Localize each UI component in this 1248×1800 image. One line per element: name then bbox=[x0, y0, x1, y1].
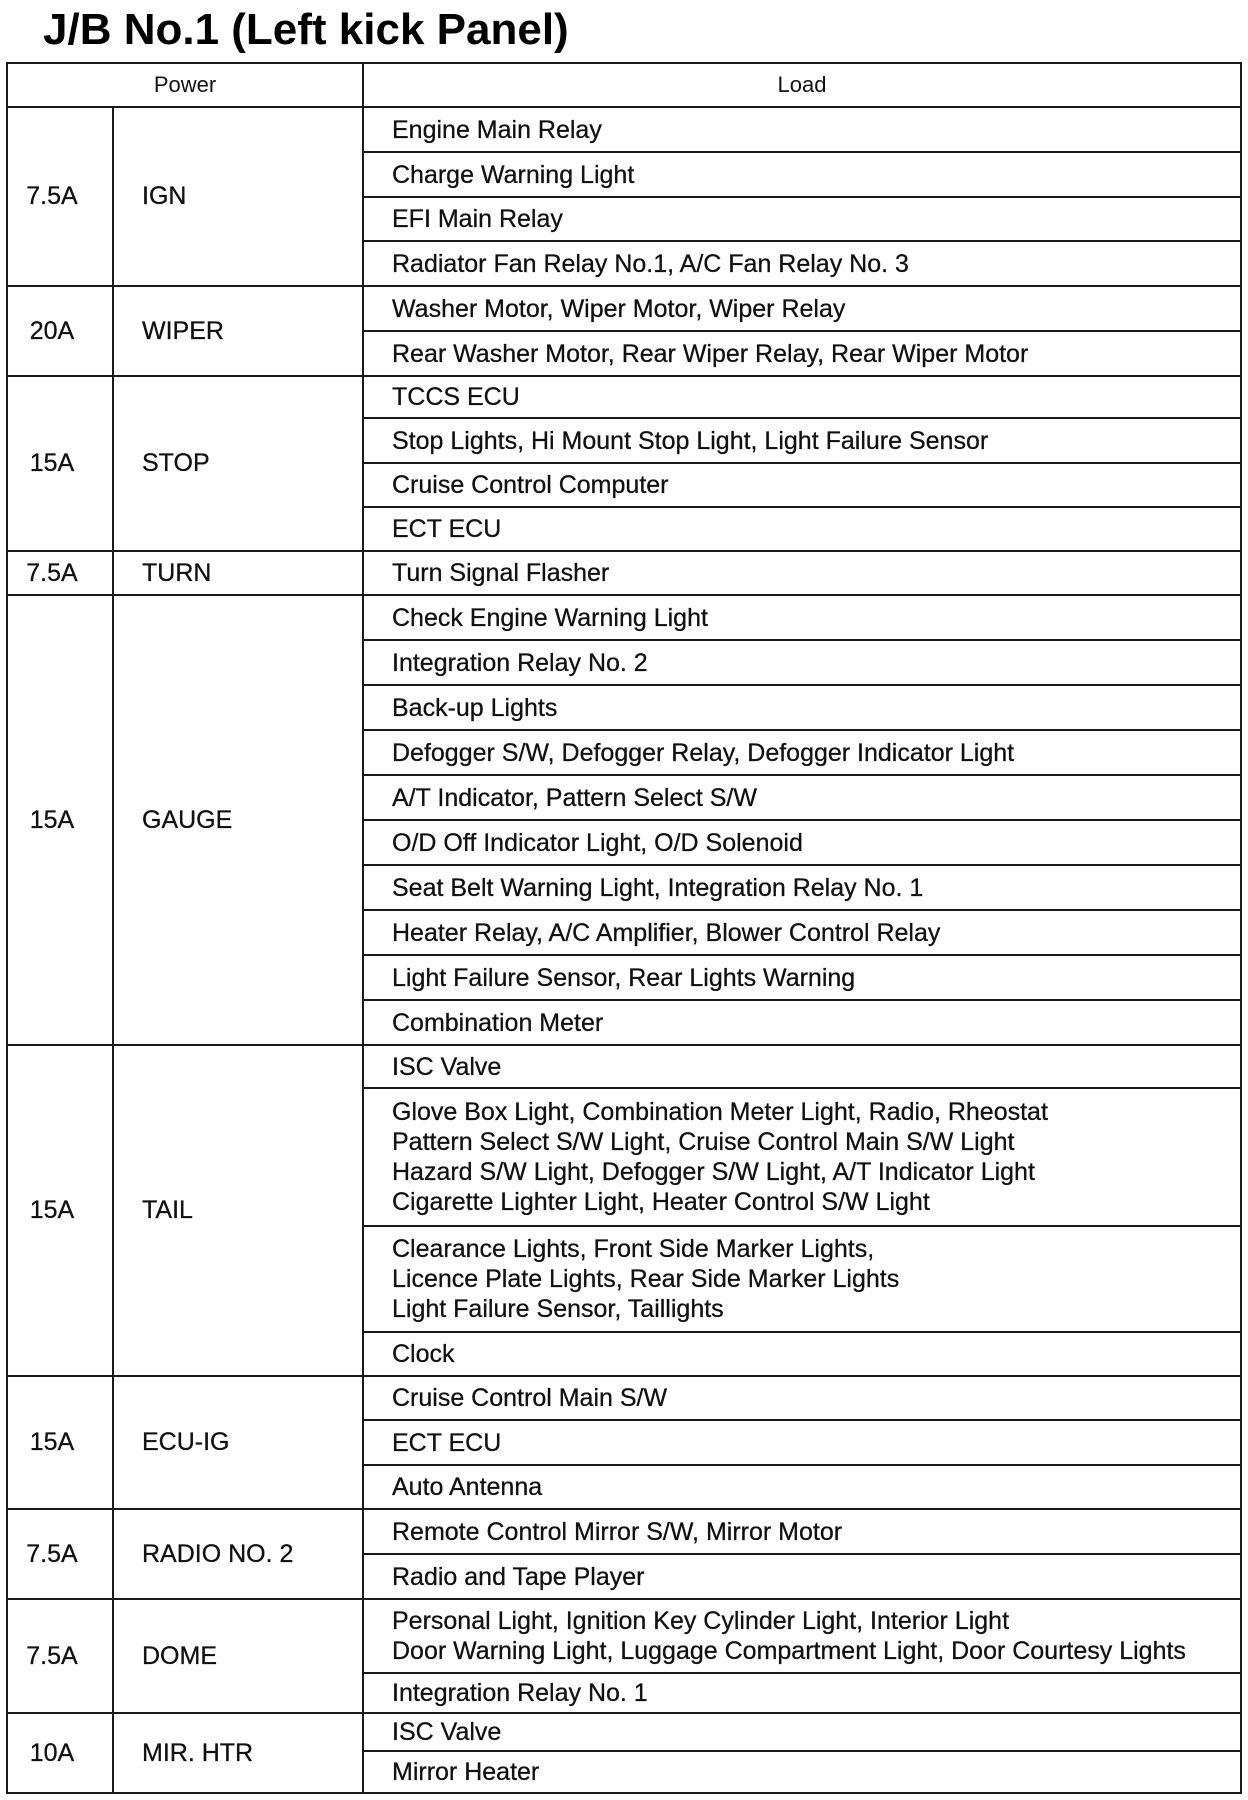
load-text: Rear Washer Motor, Rear Wiper Relay, Rear Wiper Motor bbox=[392, 339, 1029, 368]
load-text: Seat Belt Warning Light, Integration Relay No. 1 bbox=[392, 873, 924, 902]
circuit-name: STOP bbox=[114, 377, 364, 550]
load-text: Integration Relay No. 1 bbox=[392, 1679, 648, 1707]
load-row bbox=[364, 596, 1240, 641]
fuse-group-ign bbox=[8, 108, 1240, 287]
fuse-rating: 10A bbox=[8, 1714, 114, 1792]
load-row bbox=[364, 552, 1240, 594]
load-row bbox=[364, 1510, 1240, 1555]
load-text: Auto Antenna bbox=[392, 1473, 543, 1501]
load-text: Radiator Fan Relay No.1, A/C Fan Relay No. 3 bbox=[392, 249, 909, 278]
load-row bbox=[364, 287, 1240, 332]
load-row bbox=[364, 108, 1240, 153]
load-row bbox=[364, 641, 1240, 686]
load-row bbox=[364, 464, 1240, 508]
load-row bbox=[364, 1333, 1240, 1375]
load-row bbox=[364, 1600, 1240, 1674]
load-list bbox=[364, 1714, 1240, 1792]
load-text: Washer Motor, Wiper Motor, Wiper Relay bbox=[392, 294, 846, 323]
load-line: Clearance Lights, Front Side Marker Lights, bbox=[392, 1235, 875, 1263]
load-text: Engine Main Relay bbox=[392, 115, 602, 144]
fuse-rating: 7.5A bbox=[8, 1510, 114, 1598]
load-text: Charge Warning Light bbox=[392, 160, 635, 189]
fuse-group-turn bbox=[8, 552, 1240, 596]
load-row bbox=[364, 1001, 1240, 1044]
circuit-name: MIR. HTR bbox=[114, 1714, 364, 1792]
load-text bbox=[392, 1606, 1186, 1666]
load-text: ISC Valve bbox=[392, 1718, 502, 1746]
load-row bbox=[364, 1089, 1240, 1227]
load-text: Cruise Control Computer bbox=[392, 471, 669, 499]
load-row bbox=[364, 911, 1240, 956]
load-row bbox=[364, 821, 1240, 866]
load-line: Personal Light, Ignition Key Cylinder Light, Interior Light bbox=[392, 1607, 1010, 1635]
load-row bbox=[364, 508, 1240, 550]
power-header: Power bbox=[8, 64, 364, 106]
load-row bbox=[364, 1377, 1240, 1421]
load-text: Radio and Tape Player bbox=[392, 1562, 645, 1591]
fuse-rating: 20A bbox=[8, 287, 114, 375]
fuse-group-gauge bbox=[8, 596, 1240, 1046]
load-row bbox=[364, 1714, 1240, 1752]
fuse-group-ecu-ig bbox=[8, 1377, 1240, 1510]
load-row bbox=[364, 242, 1240, 285]
circuit-name: GAUGE bbox=[114, 596, 364, 1044]
fuse-group-radio-no-2 bbox=[8, 1510, 1240, 1600]
load-text: ECT ECU bbox=[392, 515, 502, 543]
load-header: Load bbox=[777, 72, 827, 97]
load-list bbox=[364, 552, 1240, 594]
load-text bbox=[392, 1234, 899, 1324]
load-text: Defogger S/W, Defogger Relay, Defogger Indicator Light bbox=[392, 738, 1015, 767]
fuse-group-tail bbox=[8, 1046, 1240, 1377]
load-row bbox=[364, 419, 1240, 464]
load-line: Light Failure Sensor, Taillights bbox=[392, 1295, 724, 1323]
load-text: A/T Indicator, Pattern Select S/W bbox=[392, 783, 757, 812]
load-row bbox=[364, 332, 1240, 375]
load-text: Check Engine Warning Light bbox=[392, 603, 708, 632]
circuit-name: TAIL bbox=[114, 1046, 364, 1375]
load-text: Light Failure Sensor, Rear Lights Warning bbox=[392, 963, 856, 992]
load-row bbox=[364, 1046, 1240, 1089]
load-row bbox=[364, 1421, 1240, 1466]
fuse-rating: 15A bbox=[8, 1377, 114, 1508]
fuse-rating: 15A bbox=[8, 377, 114, 550]
load-row bbox=[364, 866, 1240, 911]
load-text: Stop Lights, Hi Mount Stop Light, Light Failure Sensor bbox=[392, 426, 989, 455]
fuse-rating: 15A bbox=[8, 596, 114, 1044]
circuit-name: ECU-IG bbox=[114, 1377, 364, 1508]
load-text: Remote Control Mirror S/W, Mirror Motor bbox=[392, 1517, 843, 1546]
load-row bbox=[364, 377, 1240, 419]
table-header bbox=[8, 64, 1240, 108]
fuse-group-wiper bbox=[8, 287, 1240, 377]
load-row bbox=[364, 1227, 1240, 1333]
load-text: Heater Relay, A/C Amplifier, Blower Control Relay bbox=[392, 918, 941, 947]
fuse-table bbox=[6, 62, 1242, 1794]
fuse-rating: 15A bbox=[8, 1046, 114, 1375]
load-line: Hazard S/W Light, Defogger S/W Light, A/T Indicator Light bbox=[392, 1158, 1035, 1186]
circuit-name: DOME bbox=[114, 1600, 364, 1712]
load-list bbox=[364, 1046, 1240, 1375]
load-line: Door Warning Light, Luggage Compartment Light, Door Courtesy Lights bbox=[392, 1637, 1186, 1665]
load-text: EFI Main Relay bbox=[392, 205, 563, 233]
load-row bbox=[364, 1555, 1240, 1598]
load-text: Turn Signal Flasher bbox=[392, 559, 610, 587]
load-line: Pattern Select S/W Light, Cruise Control Main S/W Light bbox=[392, 1128, 1015, 1156]
load-line: Licence Plate Lights, Rear Side Marker Lights bbox=[392, 1265, 900, 1293]
load-row bbox=[364, 1466, 1240, 1508]
load-row bbox=[364, 731, 1240, 776]
load-text: Cruise Control Main S/W bbox=[392, 1384, 668, 1412]
load-list bbox=[364, 1600, 1240, 1712]
load-line: Cigarette Lighter Light, Heater Control S/W Light bbox=[392, 1188, 930, 1216]
load-row bbox=[364, 686, 1240, 731]
load-row bbox=[364, 153, 1240, 198]
load-text: Combination Meter bbox=[392, 1008, 604, 1037]
load-list bbox=[364, 1377, 1240, 1508]
load-line: Glove Box Light, Combination Meter Light, Radio, Rheostat bbox=[392, 1098, 1048, 1126]
fuse-group-mir-htr bbox=[8, 1714, 1240, 1792]
load-text: Back-up Lights bbox=[392, 693, 558, 722]
load-text: O/D Off Indicator Light, O/D Solenoid bbox=[392, 828, 803, 857]
circuit-name: RADIO NO. 2 bbox=[114, 1510, 364, 1598]
load-list bbox=[364, 108, 1240, 285]
load-row bbox=[364, 198, 1240, 242]
load-text bbox=[392, 1097, 1048, 1217]
circuit-name: IGN bbox=[114, 108, 364, 285]
circuit-name: WIPER bbox=[114, 287, 364, 375]
load-text: Mirror Heater bbox=[392, 1758, 540, 1786]
load-text: ISC Valve bbox=[392, 1052, 502, 1081]
load-list bbox=[364, 287, 1240, 375]
fuse-group-dome bbox=[8, 1600, 1240, 1714]
load-text: Clock bbox=[392, 1340, 455, 1368]
circuit-name: TURN bbox=[114, 552, 364, 594]
page-title: J/B No.1 (Left kick Panel) bbox=[43, 5, 569, 54]
load-row bbox=[364, 956, 1240, 1001]
fuse-rating: 7.5A bbox=[8, 108, 114, 285]
load-row bbox=[364, 1752, 1240, 1792]
fuse-group-stop bbox=[8, 377, 1240, 552]
load-text: TCCS ECU bbox=[392, 383, 520, 411]
load-row bbox=[364, 776, 1240, 821]
load-row bbox=[364, 1674, 1240, 1712]
load-text: ECT ECU bbox=[392, 1428, 502, 1457]
load-list bbox=[364, 596, 1240, 1044]
fuse-rating: 7.5A bbox=[8, 1600, 114, 1712]
fuse-rating: 7.5A bbox=[8, 552, 114, 594]
load-list bbox=[364, 377, 1240, 550]
load-list bbox=[364, 1510, 1240, 1598]
load-text: Integration Relay No. 2 bbox=[392, 648, 648, 677]
